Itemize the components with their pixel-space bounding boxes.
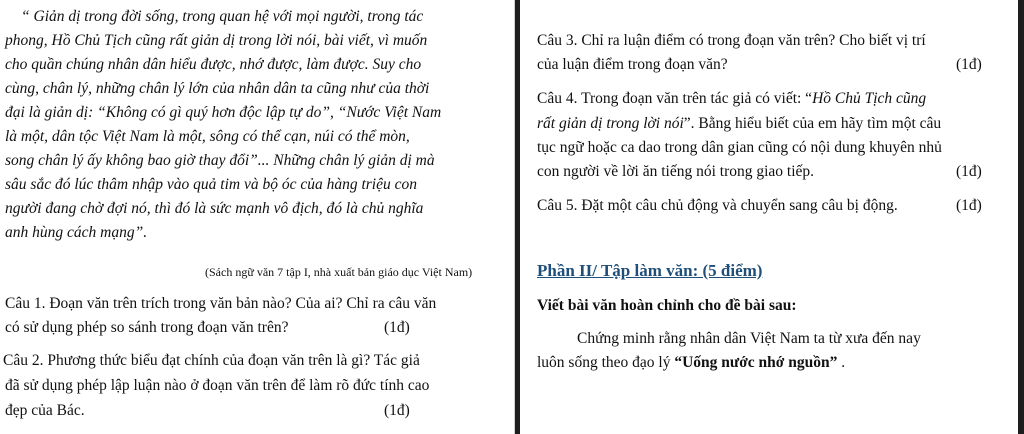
question-3-line-2: của luận điểm trong đoạn văn? bbox=[537, 56, 728, 73]
question-4-line-3: tục ngữ hoặc ca dao trong dân gian cũng có nội dung khuyên nhủ bbox=[537, 139, 942, 156]
question-2-line-2: đã sử dụng phép lập luận nào ở đoạn văn trên để làm rõ đức tính cao bbox=[5, 377, 430, 394]
passage-line: song chân lý ấy không bao giờ thay đổi”... Những chân lý giản dị mà bbox=[5, 152, 435, 169]
question-1-line-1: Câu 1. Đoạn văn trên trích trong văn bản nào? Của ai? Chỉ ra câu văn bbox=[5, 295, 437, 312]
question-2-line-1: Câu 2. Phương thức biểu đạt chính của đoạn văn trên là gì? Tác giả bbox=[3, 352, 420, 369]
passage-line: phong, Hồ Chủ Tịch cũng rất giản dị trong lời nói, bài viết, vì muốn bbox=[5, 32, 428, 49]
passage-line: anh hùng cách mạng”. bbox=[5, 224, 148, 241]
essay-prompt-line-1: Chứng minh rằng nhân dân Việt Nam ta từ xưa đến nay bbox=[577, 330, 921, 347]
passage-line: “ Giản dị trong đời sống, trong quan hệ với mọi người, trong tác bbox=[21, 8, 424, 25]
passage-line: cho quần chúng nhân dân hiểu được, nhớ được, làm được. Suy cho bbox=[5, 56, 422, 73]
source-citation: (Sách ngữ văn 7 tập I, nhà xuất bản giáo dục Việt Nam) bbox=[205, 265, 473, 279]
passage-line: đại là giản dị: “Không có gì quý hơn độc lập tự do”, “Nước Việt Nam bbox=[5, 104, 442, 121]
part-2-heading: Phần II/ Tập làm văn: (5 điểm) bbox=[537, 261, 763, 280]
question-4-line-1-text: Câu 4. Trong đoạn văn trên tác giả có viết: “ bbox=[537, 90, 813, 107]
question-4-line-2 bbox=[537, 114, 941, 134]
question-4-quote-part-1: Hồ Chủ Tịch cũng bbox=[812, 90, 927, 107]
essay-prompt-line-2-text: luôn sống theo đạo lý bbox=[537, 354, 675, 371]
question-3-line-1: Câu 3. Chỉ ra luận điểm có trong đoạn văn trên? Cho biết vị trí bbox=[537, 32, 926, 49]
proverb-quote: “Uống nước nhớ nguồn” bbox=[674, 354, 838, 371]
passage-line: người đang chờ đợi nó, thì đó là sức mạnh vô địch, đó là chủ nghĩa bbox=[5, 200, 424, 217]
essay-instruction: Viết bài văn hoàn chỉnh cho đề bài sau: bbox=[537, 297, 797, 314]
passage-line: sâu sắc đó lúc thâm nhập vào quả tim và bộ óc của hàng triệu con bbox=[5, 176, 417, 193]
question-4-line-4: con người về lời ăn tiếng nói trong giao tiếp. bbox=[537, 163, 815, 180]
passage-line: cùng, chân lý, những chân lý lớn của nhân dân ta cũng như của thời bbox=[5, 80, 430, 97]
right-page bbox=[520, 0, 1018, 434]
passage-line: là một, dân tộc Việt Nam là một, sông có thể cạn, núi có thể mòn, bbox=[5, 128, 410, 145]
question-4-line-1 bbox=[537, 89, 926, 109]
question-1-line-2: có sử dụng phép so sánh trong đoạn văn trên? bbox=[5, 319, 289, 336]
question-2-score: (1đ) bbox=[384, 402, 410, 419]
question-5-text: Câu 5. Đặt một câu chủ động và chuyển sang câu bị động. bbox=[537, 197, 898, 214]
essay-prompt-line-2 bbox=[537, 353, 845, 373]
essay-prompt-line-2-end: . bbox=[837, 354, 846, 371]
question-4-quote-part-2: rất giản dị trong lời nói bbox=[537, 115, 684, 132]
question-5-score: (1đ) bbox=[956, 197, 982, 214]
question-1-score: (1đ) bbox=[384, 319, 410, 336]
question-2-line-3: đẹp của Bác. bbox=[5, 402, 85, 419]
question-3-score: (1đ) bbox=[956, 56, 982, 73]
question-4-line-2-text: ”. Bằng hiểu biết của em hãy tìm một câu bbox=[683, 115, 942, 132]
question-4-score: (1đ) bbox=[956, 163, 982, 180]
